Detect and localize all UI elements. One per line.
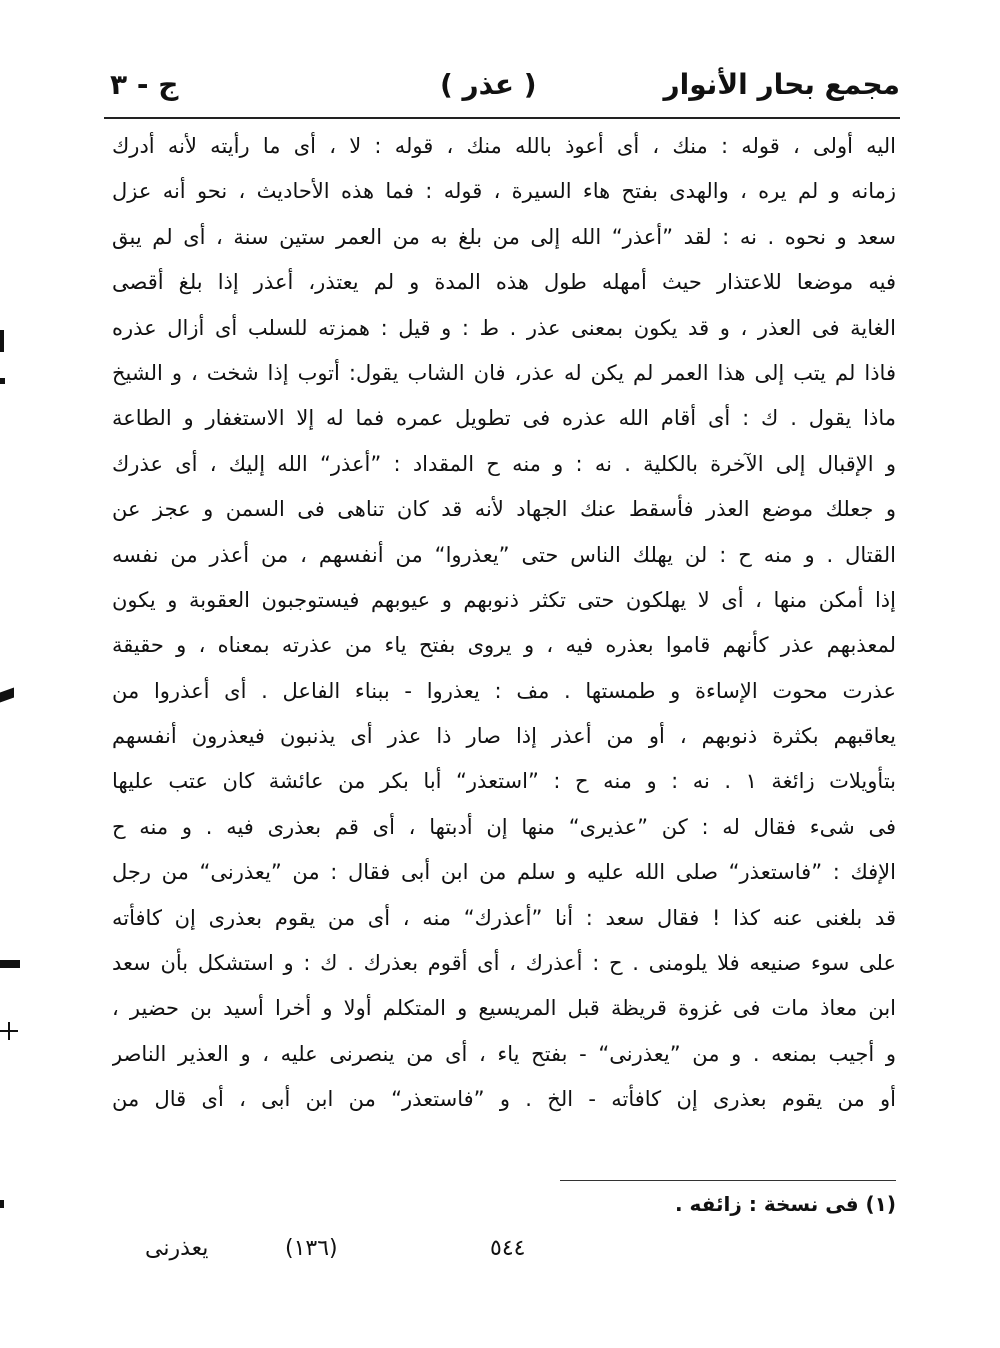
- scan-mark: [8, 1022, 10, 1040]
- text-line: على سوء صنيعه فلا يلومنى . ح : أعذرك ، أى أقوم بعذرك . ك : و استشكل بأن سعد: [112, 951, 896, 976]
- text-line: و أجيب بمنعه . و من ”يعذرنى“ - بفتح ياء ، أى من ينصرنى عليه ، و العذير الناصر: [112, 1041, 896, 1066]
- text-line: الإفك : ”فاستعذر“ صلى الله عليه و سلم من ابن أبى فقال : من ”يعذرنى“ من رجل: [112, 860, 896, 885]
- scan-mark: [0, 330, 4, 352]
- scan-mark: [0, 687, 14, 702]
- text-line: فاذا لم يتب إلى هذا العمر لم يكن له عذر، فان الشاب يقول: أتوب إذا شخت ، و الشيخ: [112, 360, 896, 385]
- secondary-page-number: (١٣٦): [285, 1236, 338, 1261]
- text-line: زمانه و لم يره ، والهدى بفتح هاء السيرة ، قوله : فما هذه الأحاديث ، نحو أنه عزل: [112, 179, 896, 204]
- text-line: ماذا يقول . ك : أى أقام الله عذره فى تطويل عمره فما له إلا الاستغفار و الطاعة: [112, 406, 896, 431]
- text-line: فيه موضعا للاعتذار حيث أمهله طول هذه المدة و لم يعتذر، أعذر إذا بلغ أقصى: [112, 270, 896, 295]
- page-number: ٥٤٤: [490, 1236, 526, 1261]
- header-rule: [104, 117, 900, 119]
- text-line: و جعلك موضع العذر فأسقط عنك الجهاد لأنه قد كان تناهى فى السمن و عجز عن: [112, 497, 896, 522]
- entry-heading: ( عذر ): [440, 68, 537, 101]
- text-line: الغاية فى العذر ، و قد يكون بمعنى عذر . ط : و قيل : همزته للسلب أى أزال عذره: [112, 315, 896, 340]
- footnote: (١) فى نسخة : زائفه .: [674, 1192, 896, 1216]
- text-line: قد بلغنى عنه كذا ! فقال سعد : أنا ”أعذرك“ منه ، أى من يقوم بعذرى إن كافأته: [112, 905, 896, 930]
- text-line: أو من يقوم بعذرى إن كافأته - الخ . و ”فاستعذر“ من ابن أبى ، أى قال من: [112, 1087, 896, 1112]
- text-line: و الإقبال إلى الآخرة بالكلية . نه : و منه ح المقداد : ”أعذر“ الله إليك ، أى عذرك: [112, 451, 896, 476]
- text-line: اليه أولى ، قوله : منك ، أى أعوذ بالله منك ، قوله : لا ، أى ما رأيته لأنه أدرك: [112, 134, 896, 158]
- running-header: [100, 62, 900, 112]
- volume-number: ج - ٣: [110, 68, 179, 101]
- body-text: [112, 124, 896, 1123]
- scan-mark: [0, 1200, 4, 1208]
- page-footer: [100, 1234, 900, 1274]
- text-line: ابن معاذ مات فى غزوة قريظة قبل المريسيع و المتكلم أولا و أخرا أسيد بن حضير ،: [112, 996, 896, 1021]
- scan-mark: [0, 960, 20, 968]
- text-line: يعاقبهم بكثرة ذنوبهم ، أو من أعذر إذا صار ذا عذر أى يذنبون فيعذرون أنفسهم: [112, 724, 896, 749]
- catchword: يعذرنى: [145, 1236, 209, 1261]
- text-line: فى شىء فقال له : كن ”عذيرى“ منها إن أدبتها ، أى قم بعذرى فيه . و منه ح: [112, 814, 896, 839]
- text-line: إذا أمكن منها ، أى لا يهلكون حتى تكثر ذنوبهم و عيوبهم فيستوجبون العقوبة و يكون: [112, 587, 896, 612]
- footnote-rule: [560, 1180, 896, 1181]
- book-title: مجمع بحار الأنوار: [663, 68, 900, 101]
- text-line: القتال . و منه ح : لن يهلك الناس حتى ”يعذروا“ من أنفسهم ، من أعذر من نفسه: [112, 542, 896, 567]
- text-line: بتأويلات زائغة ١ . نه : و منه ح : ”استعذر“ أبا بكر من عائشة كان عتب عليها: [112, 769, 896, 794]
- text-line: لمعذبهم عذر كأنهم قاموا بعذره فيه ، و يروى بفتح ياء من عذرته بمعناه ، و حقيقة: [112, 633, 896, 658]
- text-line: سعد و نحوه . نه : لقد ”أعذر“ الله إلى من بلغ به من العمر ستين سنة ، أى لم يبق: [112, 224, 896, 249]
- scan-mark: [0, 378, 5, 384]
- text-line: عذرت محوت الإساءة و طمستها . مف : يعذروا - ببناء الفاعل . أى أعذروا من: [112, 678, 896, 703]
